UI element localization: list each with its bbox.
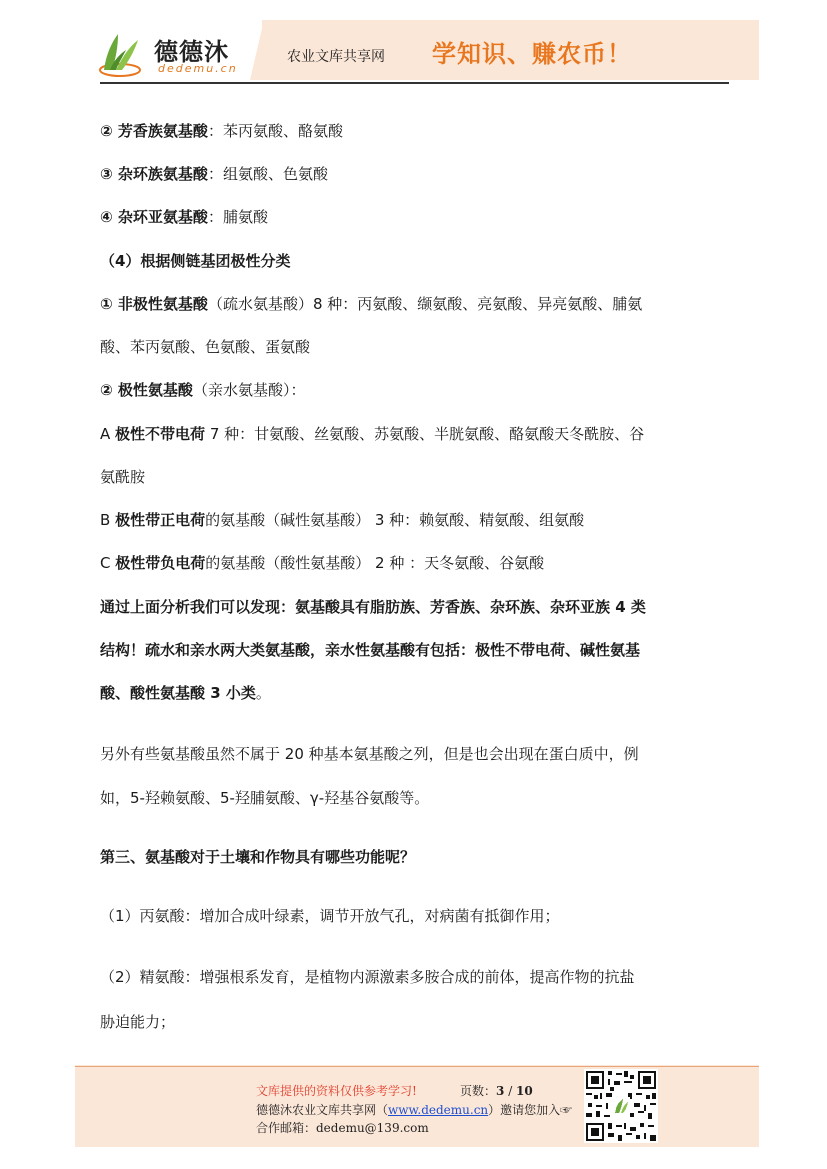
header-divider bbox=[100, 82, 729, 84]
summary-line bbox=[100, 682, 271, 703]
site-prefix: 德德沐农业文库共享网（ bbox=[256, 1103, 389, 1117]
footer-mail: 合作邮箱：dedemu@139.com bbox=[256, 1121, 429, 1135]
section-heading: （4）根据侧链基团极性分类 bbox=[100, 252, 291, 270]
text: ：组氨酸、色氨酸 bbox=[207, 165, 328, 183]
section-heading: 第三、氨基酸对于土壤和作物具有哪些功能呢？ bbox=[100, 848, 416, 866]
text-line bbox=[100, 120, 343, 141]
term: ② 芳香族氨基酸 bbox=[100, 122, 208, 140]
term: ④ 杂环亚氨基酸 bbox=[100, 208, 208, 226]
logo-text: 德德沐 bbox=[154, 37, 229, 66]
site-suffix: ）邀请您加入☞ bbox=[488, 1103, 573, 1117]
term: ③ 杂环族氨基酸 bbox=[100, 165, 208, 183]
text: （疏水氨基酸）8 种：丙氨酸、缬氨酸、亮氨酸、异亮氨酸、脯氨 bbox=[207, 295, 643, 313]
text: 的氨基酸（碱性氨基酸） 3 种：赖氨酸、精氨酸、组氨酸 bbox=[205, 511, 585, 529]
pages-label: 页数： bbox=[460, 1084, 497, 1098]
page-total: 10 bbox=[516, 1084, 533, 1098]
text-line: 胁迫能力； bbox=[100, 1013, 176, 1031]
text-line bbox=[100, 293, 642, 314]
footer-divider bbox=[75, 1066, 759, 1067]
qr-code-icon[interactable] bbox=[584, 1069, 658, 1143]
text: （亲水氨基酸）： bbox=[192, 381, 306, 399]
site-logo[interactable] bbox=[96, 28, 266, 82]
text-line: 如，5-羟赖氨酸、5-羟脯氨酸、γ-羟基谷氨酸等。 bbox=[100, 789, 430, 807]
term: 极性带负电荷 bbox=[115, 554, 206, 572]
page-header bbox=[0, 0, 827, 100]
text: ：脯氨酸 bbox=[207, 208, 268, 226]
term: ② 极性氨基酸 bbox=[100, 381, 193, 399]
page-current: 3 bbox=[496, 1084, 505, 1098]
text-line bbox=[100, 423, 644, 444]
text: 的氨基酸（酸性氨基酸） 2 种 ：天冬氨酸、谷氨酸 bbox=[205, 554, 545, 572]
text-line: 氨酰胺 bbox=[100, 468, 146, 486]
term: 极性不带电荷 bbox=[115, 425, 206, 443]
text-line: （1）丙氨酸：增加合成叶绿素，调节开放气孔，对病菌有抵御作用； bbox=[100, 907, 560, 925]
text-line: 另外有些氨基酸虽然不属于 20 种基本氨基酸之列，但是也会出现在蛋白质中，例 bbox=[100, 745, 639, 763]
term: 极性带正电荷 bbox=[115, 511, 206, 529]
prefix: C bbox=[100, 554, 116, 572]
summary-line: 通过上面分析我们可以发现：氨基酸具有脂肪族、芳香族、杂环族、杂环亚族 4 类 bbox=[100, 598, 646, 616]
prefix: B bbox=[100, 511, 116, 529]
term: 酸、酸性氨基酸 3 小类 bbox=[100, 684, 256, 702]
text: 。 bbox=[255, 684, 271, 702]
summary-line: 结构！疏水和亲水两大类氨基酸，亲水性氨基酸有包括：极性不带电荷、碱性氨基 bbox=[100, 641, 641, 659]
text: ：苯丙氨酸、酪氨酸 bbox=[207, 122, 343, 140]
text-line: （2）精氨酸：增强根系发育，是植物内源激素多胺合成的前体，提高作物的抗盐 bbox=[100, 968, 635, 986]
text-line: 酸、苯丙氨酸、色氨酸、蛋氨酸 bbox=[100, 338, 311, 356]
site-link[interactable]: www.dedemu.cn bbox=[388, 1103, 489, 1117]
footer-disclaimer: 文库提供的资料仅供参考学习! bbox=[256, 1084, 417, 1098]
logo-domain: dedemu.cn bbox=[158, 62, 238, 75]
page-sep: / bbox=[504, 1084, 517, 1098]
prefix: A bbox=[100, 425, 116, 443]
slogan: 学知识、赚农币！ bbox=[432, 39, 632, 68]
footer-site bbox=[256, 1101, 572, 1118]
text-line bbox=[100, 379, 305, 400]
text-line bbox=[100, 163, 328, 184]
term: ① 非极性氨基酸 bbox=[100, 295, 208, 313]
text: 7 种：甘氨酸、丝氨酸、苏氨酸、半胱氨酸、酪氨酸天冬酰胺、谷 bbox=[205, 425, 645, 443]
text-line bbox=[100, 509, 584, 530]
logo-leaf-icon bbox=[96, 30, 148, 78]
text-line bbox=[100, 206, 268, 227]
site-name: 农业文库共享网 bbox=[287, 49, 385, 65]
text-line bbox=[100, 552, 544, 573]
page-counter bbox=[460, 1082, 533, 1099]
